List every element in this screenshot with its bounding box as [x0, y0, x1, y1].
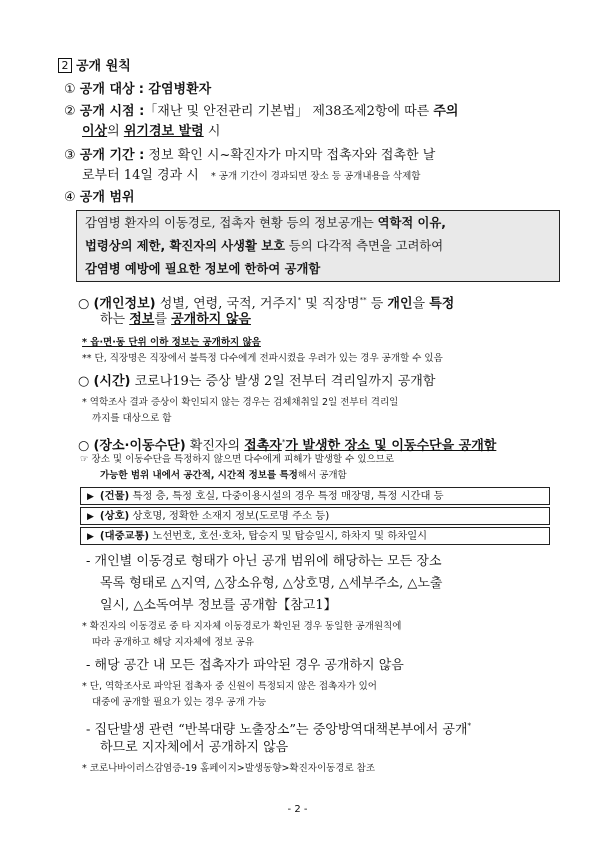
period-note: * 공개 기간이 경과되면 장소 등 공개내용을 삭제함: [211, 171, 421, 182]
page-number: - 2 -: [287, 804, 308, 815]
section-number: 2: [58, 58, 72, 73]
dash3-line2: 하므로 지자체에서 공개하지 않음: [100, 740, 289, 755]
item-timing-line2: 이상의 위기경보 발령 시: [82, 124, 221, 139]
category-transport: ▶ (대중교통) 노선번호, 호선·호차, 탑승지 및 탑승일시, 하차지 및 하차일시: [80, 527, 550, 545]
item-period: ③ 공개 기간 : 정보 확인 시~확진자가 마지막 접촉자와 접촉한 날: [64, 148, 436, 163]
category-business: ▶ (상호) 상호명, 정확한 소재지 정보(도로명 주소 등): [80, 507, 550, 525]
dash2-note2: 대중에 공개할 필요가 있는 경우 공개 가능: [92, 697, 267, 708]
place-line: ○ (장소·이동수단) 확진자의 접촉자*가 발생한 장소 및 이동수단을 공개함: [78, 438, 497, 454]
item-period-line2: 로부터 14일 경과 시 * 공개 기간이 경과되면 장소 등 공개내용을 삭제함: [82, 168, 421, 183]
personal-note-2: ** 단, 직장명은 직장에서 불특정 다수에게 전파시켰을 우려가 있는 경우 공개할 수 있음: [82, 353, 443, 364]
dash3-note1: * 코로나바이러스감염증-19 홈페이지>발생동향>확진자이동경로 참조: [82, 763, 376, 774]
place-note-1: ☞ 장소 및 이동수단을 특정하지 않으면 다수에게 피해가 발생할 수 있으므로: [80, 454, 395, 465]
item-timing: ② 공개 시점 :「재난 및 안전관리 기본법」 제38조제2항에 따른 주의: [64, 104, 459, 119]
principle-box: 감염병 환자의 이동경로, 접촉자 현황 등의 정보공개는 역학적 이유, 법령상의 제한, 확진자의 사생활 보호 등의 다각적 측면을 고려하여 감염병 예방에 필요한 정보에 한하여 공개함: [76, 210, 560, 282]
dash1-line1: - 개인별 이동경로 형태가 아닌 공개 범위에 해당하는 모든 장소: [86, 554, 442, 569]
item-target: ① 공개 대상 : 감염병환자: [64, 82, 212, 97]
time-note-1: * 역학조사 결과 증상이 확인되지 않는 경우는 검체채취일 2일 전부터 격리일: [82, 397, 399, 408]
dash2-line1: - 해당 공간 내 모든 접촉자가 파악된 경우 공개하지 않음: [86, 658, 404, 673]
dash2-note1: * 단, 역학조사로 파악된 접촉자 중 신원이 특정되지 않은 접촉자가 있어: [82, 681, 377, 692]
time-note-2: 까지를 대상으로 함: [92, 413, 172, 424]
place-note-2: 가능한 범위 내에서 공간적, 시간적 정보를 특정해서 공개함: [100, 470, 347, 481]
triangle-icon: ▶: [87, 532, 94, 542]
personal-info-line2: 하는 정보를 공개하지 않음: [100, 312, 251, 327]
triangle-icon: ▶: [87, 512, 94, 522]
personal-info-line1: ○ (개인정보) 성별, 연령, 국적, 거주지* 및 직장명** 등 개인을 특정: [78, 296, 455, 312]
section-heading: [58, 58, 131, 75]
dash1-line3: 일시, △소독여부 정보를 공개함【참고1】: [100, 598, 337, 613]
personal-note-1: * 읍·면·동 단위 이하 정보는 공개하지 않음: [82, 337, 261, 348]
section-title: 공개 원칙: [76, 59, 131, 74]
time-line: ○ (시간) 코로나19는 증상 발생 2일 전부터 격리일까지 공개함: [78, 374, 436, 389]
dash3-line1: - 집단발생 관련 “반복대량 노출장소”는 중앙방역대책본부에서 공개*: [86, 722, 472, 738]
triangle-icon: ▶: [87, 492, 94, 502]
dash1-line2: 목록 형태로 △지역, △장소유형, △상호명, △세부주소, △노출: [100, 576, 443, 591]
category-building: ▶ (건물) 특정 층, 특정 호실, 다중이용시설의 경우 특정 매장명, 특정 시간대 등: [80, 487, 550, 505]
dash1-note2: 따라 공개하고 해당 지자체에 정보 공유: [92, 637, 254, 648]
dash1-note1: * 확진자의 이동경로 중 타 지자체 이동경로가 확인된 경우 동일한 공개원칙에: [82, 621, 402, 632]
target-value: : 감염병환자: [138, 82, 212, 97]
item-scope: ④ 공개 범위: [64, 190, 135, 205]
target-label: 공개 대상: [79, 82, 135, 97]
